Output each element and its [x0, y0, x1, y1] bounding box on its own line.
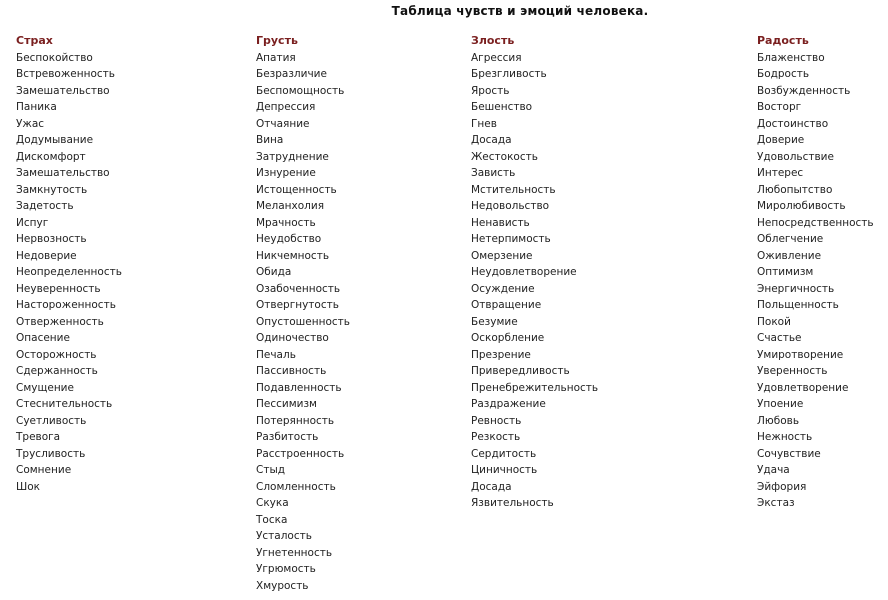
- emotion-item: Осторожность: [16, 348, 97, 361]
- emotion-item: Разбитость: [256, 431, 319, 443]
- emotion-item: Удовлетворение: [757, 381, 849, 394]
- emotion-item: Суетливость: [16, 414, 87, 427]
- emotion-item: Энергичность: [757, 282, 835, 295]
- emotion-item: Угнетенность: [256, 546, 333, 559]
- emotion-item: Опасение: [16, 332, 70, 344]
- emotion-item: Жестокость: [471, 150, 538, 163]
- emotion-item: Стыд: [256, 464, 285, 476]
- emotion-item: Любопытство: [757, 183, 833, 196]
- emotion-item: Пессимизм: [256, 398, 317, 410]
- emotion-item: Ужас: [16, 117, 45, 130]
- column-heading: Грусть: [256, 34, 298, 47]
- emotion-item: Сломленность: [256, 480, 336, 493]
- column-anger: [471, 33, 598, 512]
- emotion-item: Сердитость: [471, 447, 537, 460]
- emotion-item: Апатия: [256, 51, 296, 64]
- emotion-item: Эйфория: [757, 480, 807, 493]
- emotion-item: Настороженность: [16, 299, 116, 311]
- emotion-item: Облегчение: [757, 233, 824, 245]
- emotion-item: Истощенность: [256, 183, 337, 196]
- emotion-item: Трусливость: [16, 447, 86, 460]
- emotion-item: Нетерпимость: [471, 233, 551, 245]
- emotion-item: Восторг: [757, 101, 802, 113]
- emotion-item: Безразличие: [256, 68, 327, 80]
- column-heading: Радость: [757, 34, 809, 47]
- emotion-item: Нервозность: [16, 233, 87, 245]
- emotion-item: Неудовлетворение: [471, 266, 577, 278]
- emotion-item: Затруднение: [256, 150, 329, 163]
- emotion-item: Ревность: [471, 414, 522, 427]
- emotion-item: Никчемность: [256, 249, 330, 262]
- emotion-item: Усталость: [256, 530, 312, 542]
- emotion-item: Покой: [757, 315, 791, 328]
- emotion-item: Подавленность: [256, 381, 342, 394]
- emotion-item: Возбужденность: [757, 84, 851, 97]
- emotion-item: Мстительность: [471, 183, 556, 196]
- emotion-item: Озабоченность: [256, 282, 341, 295]
- emotion-item: Смущение: [16, 381, 74, 394]
- emotion-item: Нежность: [757, 431, 813, 443]
- emotion-item: Счастье: [757, 332, 802, 344]
- emotion-item: Отчаяние: [256, 117, 310, 130]
- emotion-item: Польщенность: [757, 299, 839, 311]
- column-joy: [757, 33, 874, 512]
- emotion-item: Печаль: [256, 348, 296, 361]
- emotion-list: [16, 50, 122, 496]
- emotion-item: Агрессия: [471, 51, 522, 64]
- emotion-item: Удача: [757, 464, 790, 476]
- emotion-item: Встревоженность: [16, 68, 115, 80]
- emotion-item: Потерянность: [256, 414, 335, 427]
- emotion-item: Задетость: [16, 200, 74, 212]
- emotion-item: Досада: [471, 134, 512, 146]
- emotion-item: Отвращение: [471, 299, 542, 311]
- emotion-item: Осуждение: [471, 282, 535, 295]
- emotion-item: Вина: [256, 134, 284, 146]
- emotion-item: Любовь: [757, 414, 800, 427]
- emotion-item: Миролюбивость: [757, 200, 846, 212]
- emotion-item: Привередливость: [471, 365, 570, 377]
- emotion-item: Недоверие: [16, 249, 77, 262]
- emotion-item: Скука: [256, 497, 289, 509]
- emotion-item: Оптимизм: [757, 266, 814, 278]
- emotion-list: [757, 50, 874, 512]
- emotion-item: Беспомощность: [256, 84, 345, 97]
- emotion-item: Тревога: [16, 431, 61, 443]
- emotion-item: Экстаз: [757, 497, 795, 509]
- emotion-item: Презрение: [471, 348, 531, 361]
- emotion-item: Сочувствие: [757, 447, 821, 460]
- emotion-item: Доверие: [757, 134, 805, 146]
- emotion-item: Интерес: [757, 167, 804, 179]
- emotion-list: [471, 50, 598, 512]
- emotion-item: Недовольство: [471, 200, 550, 212]
- emotion-item: Меланхолия: [256, 200, 325, 212]
- emotion-item: Депрессия: [256, 101, 316, 113]
- emotion-item: Блаженство: [757, 51, 825, 64]
- emotion-item: Зависть: [471, 167, 516, 179]
- emotion-item: Одиночество: [256, 332, 329, 344]
- emotion-item: Оживление: [757, 249, 822, 262]
- emotion-item: Сдержанность: [16, 365, 98, 377]
- emotion-item: Пассивность: [256, 365, 327, 377]
- emotion-item: Бодрость: [757, 68, 810, 80]
- emotion-item: Отверженность: [16, 315, 104, 328]
- emotion-item: Расстроенность: [256, 447, 345, 460]
- emotion-item: Тоска: [256, 513, 288, 526]
- emotion-item: Додумывание: [16, 134, 94, 146]
- column-fear: [16, 33, 122, 495]
- emotion-item: Изнурение: [256, 167, 316, 179]
- emotion-item: Язвительность: [471, 497, 554, 509]
- emotion-item: Омерзение: [471, 249, 533, 262]
- emotion-item: Мрачность: [256, 216, 316, 229]
- emotion-item: Паника: [16, 101, 57, 113]
- column-heading: Страх: [16, 34, 53, 47]
- emotion-item: Уверенность: [757, 365, 828, 377]
- emotion-item: Досада: [471, 480, 512, 493]
- emotion-item: Угрюмость: [256, 563, 316, 575]
- emotion-item: Сомнение: [16, 464, 72, 476]
- emotion-item: Удовольствие: [757, 150, 834, 163]
- emotion-item: Ненависть: [471, 216, 530, 229]
- emotion-item: Опустошенность: [256, 315, 350, 328]
- emotion-item: Неуверенность: [16, 282, 101, 295]
- emotion-item: Неудобство: [256, 233, 322, 245]
- emotion-item: Отвергнутость: [256, 299, 339, 311]
- emotion-item: Циничность: [471, 464, 538, 476]
- emotion-item: Хмурость: [256, 579, 309, 592]
- emotion-item: Достоинство: [757, 117, 829, 130]
- emotion-item: Замешательство: [16, 167, 110, 179]
- column-heading: Злость: [471, 34, 515, 47]
- emotion-item: Дискомфорт: [16, 150, 86, 163]
- emotion-item: Шок: [16, 480, 40, 493]
- emotion-item: Упоение: [757, 398, 804, 410]
- emotion-item: Замкнутость: [16, 183, 88, 196]
- emotion-item: Гнев: [471, 117, 497, 130]
- emotion-list: [256, 50, 350, 595]
- emotion-item: Стеснительность: [16, 398, 113, 410]
- emotion-item: Обида: [256, 266, 292, 278]
- emotion-item: Неопределенность: [16, 266, 122, 278]
- emotion-item: Раздражение: [471, 398, 546, 410]
- emotion-item: Безумие: [471, 315, 518, 328]
- emotion-item: Резкость: [471, 431, 521, 443]
- emotion-item: Непосредственность: [757, 216, 874, 229]
- emotion-item: Брезгливость: [471, 68, 547, 80]
- page-title: Таблица чувств и эмоций человека.: [391, 4, 649, 18]
- emotion-item: Пренебрежительность: [471, 381, 599, 394]
- emotion-item: Замешательство: [16, 84, 110, 97]
- emotion-item: Оскорбление: [471, 332, 545, 344]
- emotion-item: Умиротворение: [757, 348, 844, 361]
- emotion-item: Беспокойство: [16, 51, 93, 64]
- emotion-item: Испуг: [16, 216, 49, 229]
- emotion-item: Бешенство: [471, 101, 533, 113]
- emotion-item: Ярость: [471, 84, 510, 97]
- column-sadness: [256, 33, 350, 594]
